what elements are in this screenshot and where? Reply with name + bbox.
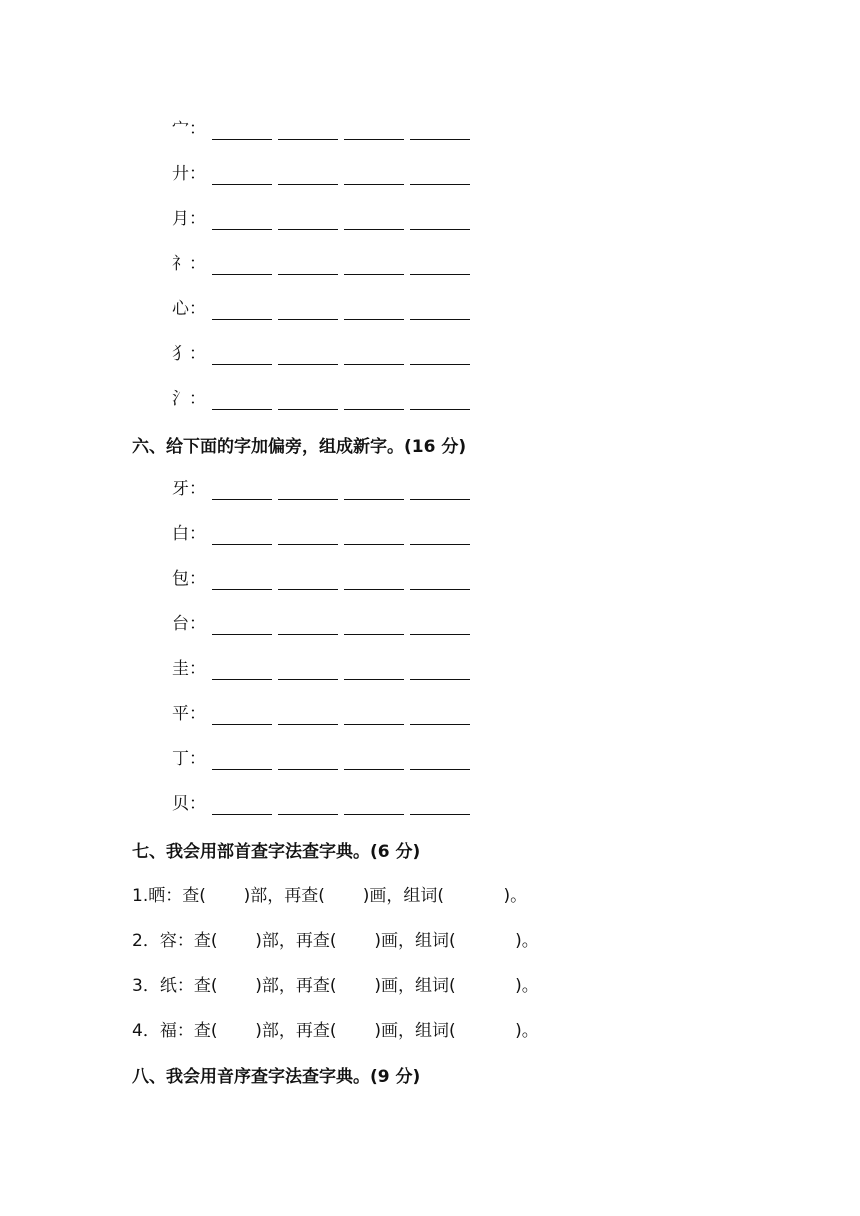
character-label: 包： xyxy=(172,569,206,589)
character-row xyxy=(172,607,476,635)
character-label: 牙： xyxy=(172,479,206,499)
answer-blank[interactable] xyxy=(410,796,470,815)
answer-blank[interactable] xyxy=(212,391,272,410)
character-row xyxy=(172,697,476,725)
character-row xyxy=(172,652,476,680)
answer-blank[interactable] xyxy=(278,166,338,185)
answer-blank[interactable] xyxy=(278,301,338,320)
answer-blank[interactable] xyxy=(344,616,404,635)
answer-blank[interactable] xyxy=(278,616,338,635)
answer-blank[interactable] xyxy=(212,706,272,725)
character-row xyxy=(172,742,476,770)
answer-blank[interactable] xyxy=(212,571,272,590)
character-label: 平： xyxy=(172,704,206,724)
answer-blank[interactable] xyxy=(410,526,470,545)
question-text: 2．容：查( )部，再查( )画，组词( )。 xyxy=(132,931,539,951)
radical-label: 氵： xyxy=(172,389,206,409)
dictionary-question xyxy=(132,1016,539,1041)
answer-blank[interactable] xyxy=(410,751,470,770)
answer-blank[interactable] xyxy=(212,526,272,545)
answer-blank[interactable] xyxy=(278,121,338,140)
answer-blank[interactable] xyxy=(344,661,404,680)
radical-row xyxy=(172,112,476,140)
radical-label: 月： xyxy=(172,209,206,229)
character-row xyxy=(172,472,476,500)
answer-blank[interactable] xyxy=(212,616,272,635)
answer-blank[interactable] xyxy=(278,256,338,275)
answer-blank[interactable] xyxy=(344,571,404,590)
answer-blank[interactable] xyxy=(212,481,272,500)
answer-blank[interactable] xyxy=(344,526,404,545)
answer-blank[interactable] xyxy=(344,346,404,365)
answer-blank[interactable] xyxy=(278,706,338,725)
radical-row xyxy=(172,202,476,230)
answer-blank[interactable] xyxy=(410,121,470,140)
character-label: 丁： xyxy=(172,749,206,769)
radical-row xyxy=(172,157,476,185)
answer-blank[interactable] xyxy=(278,661,338,680)
section-8-heading: 八、我会用音序查字法查字典。(9 分) xyxy=(132,1067,421,1087)
answer-blank[interactable] xyxy=(344,211,404,230)
answer-blank[interactable] xyxy=(344,481,404,500)
answer-blank[interactable] xyxy=(410,616,470,635)
answer-blank[interactable] xyxy=(278,481,338,500)
answer-blank[interactable] xyxy=(410,256,470,275)
dictionary-question xyxy=(132,926,539,951)
radical-label: 心： xyxy=(172,299,206,319)
answer-blank[interactable] xyxy=(344,121,404,140)
character-row xyxy=(172,562,476,590)
answer-blank[interactable] xyxy=(410,166,470,185)
character-row xyxy=(172,517,476,545)
character-label: 圭： xyxy=(172,659,206,679)
character-row xyxy=(172,787,476,815)
character-label: 白： xyxy=(172,524,206,544)
answer-blank[interactable] xyxy=(212,661,272,680)
radical-row xyxy=(172,382,476,410)
answer-blank[interactable] xyxy=(410,346,470,365)
answer-blank[interactable] xyxy=(278,796,338,815)
section-6-heading: 六、给下面的字加偏旁，组成新字。(16 分) xyxy=(132,437,467,457)
answer-blank[interactable] xyxy=(410,661,470,680)
answer-blank[interactable] xyxy=(344,751,404,770)
answer-blank[interactable] xyxy=(278,571,338,590)
answer-blank[interactable] xyxy=(410,706,470,725)
answer-blank[interactable] xyxy=(212,121,272,140)
character-label: 贝： xyxy=(172,794,206,814)
answer-blank[interactable] xyxy=(410,481,470,500)
radical-label: 礻： xyxy=(172,254,206,274)
answer-blank[interactable] xyxy=(278,211,338,230)
character-label: 台： xyxy=(172,614,206,634)
answer-blank[interactable] xyxy=(410,301,470,320)
question-text: 1.晒：查( )部，再查( )画，组词( )。 xyxy=(132,886,528,906)
answer-blank[interactable] xyxy=(212,301,272,320)
dictionary-question xyxy=(132,881,527,906)
radical-row xyxy=(172,292,476,320)
radical-row xyxy=(172,247,476,275)
answer-blank[interactable] xyxy=(344,796,404,815)
answer-blank[interactable] xyxy=(278,391,338,410)
answer-blank[interactable] xyxy=(410,571,470,590)
answer-blank[interactable] xyxy=(212,751,272,770)
question-text: 4．福：查( )部，再查( )画，组词( )。 xyxy=(132,1021,539,1041)
radical-row xyxy=(172,337,476,365)
dictionary-question xyxy=(132,971,539,996)
answer-blank[interactable] xyxy=(212,256,272,275)
answer-blank[interactable] xyxy=(410,211,470,230)
answer-blank[interactable] xyxy=(344,256,404,275)
answer-blank[interactable] xyxy=(278,751,338,770)
answer-blank[interactable] xyxy=(278,526,338,545)
answer-blank[interactable] xyxy=(344,706,404,725)
radical-label: 犭： xyxy=(172,344,206,364)
answer-blank[interactable] xyxy=(410,391,470,410)
answer-blank[interactable] xyxy=(344,391,404,410)
answer-blank[interactable] xyxy=(344,301,404,320)
answer-blank[interactable] xyxy=(212,211,272,230)
answer-blank[interactable] xyxy=(212,346,272,365)
answer-blank[interactable] xyxy=(212,166,272,185)
section-7-heading: 七、我会用部首查字法查字典。(6 分) xyxy=(132,842,421,862)
answer-blank[interactable] xyxy=(344,166,404,185)
answer-blank[interactable] xyxy=(278,346,338,365)
radical-label: 廾： xyxy=(172,164,206,184)
question-text: 3．纸：查( )部，再查( )画，组词( )。 xyxy=(132,976,539,996)
radical-label: 宀： xyxy=(172,119,206,139)
answer-blank[interactable] xyxy=(212,796,272,815)
